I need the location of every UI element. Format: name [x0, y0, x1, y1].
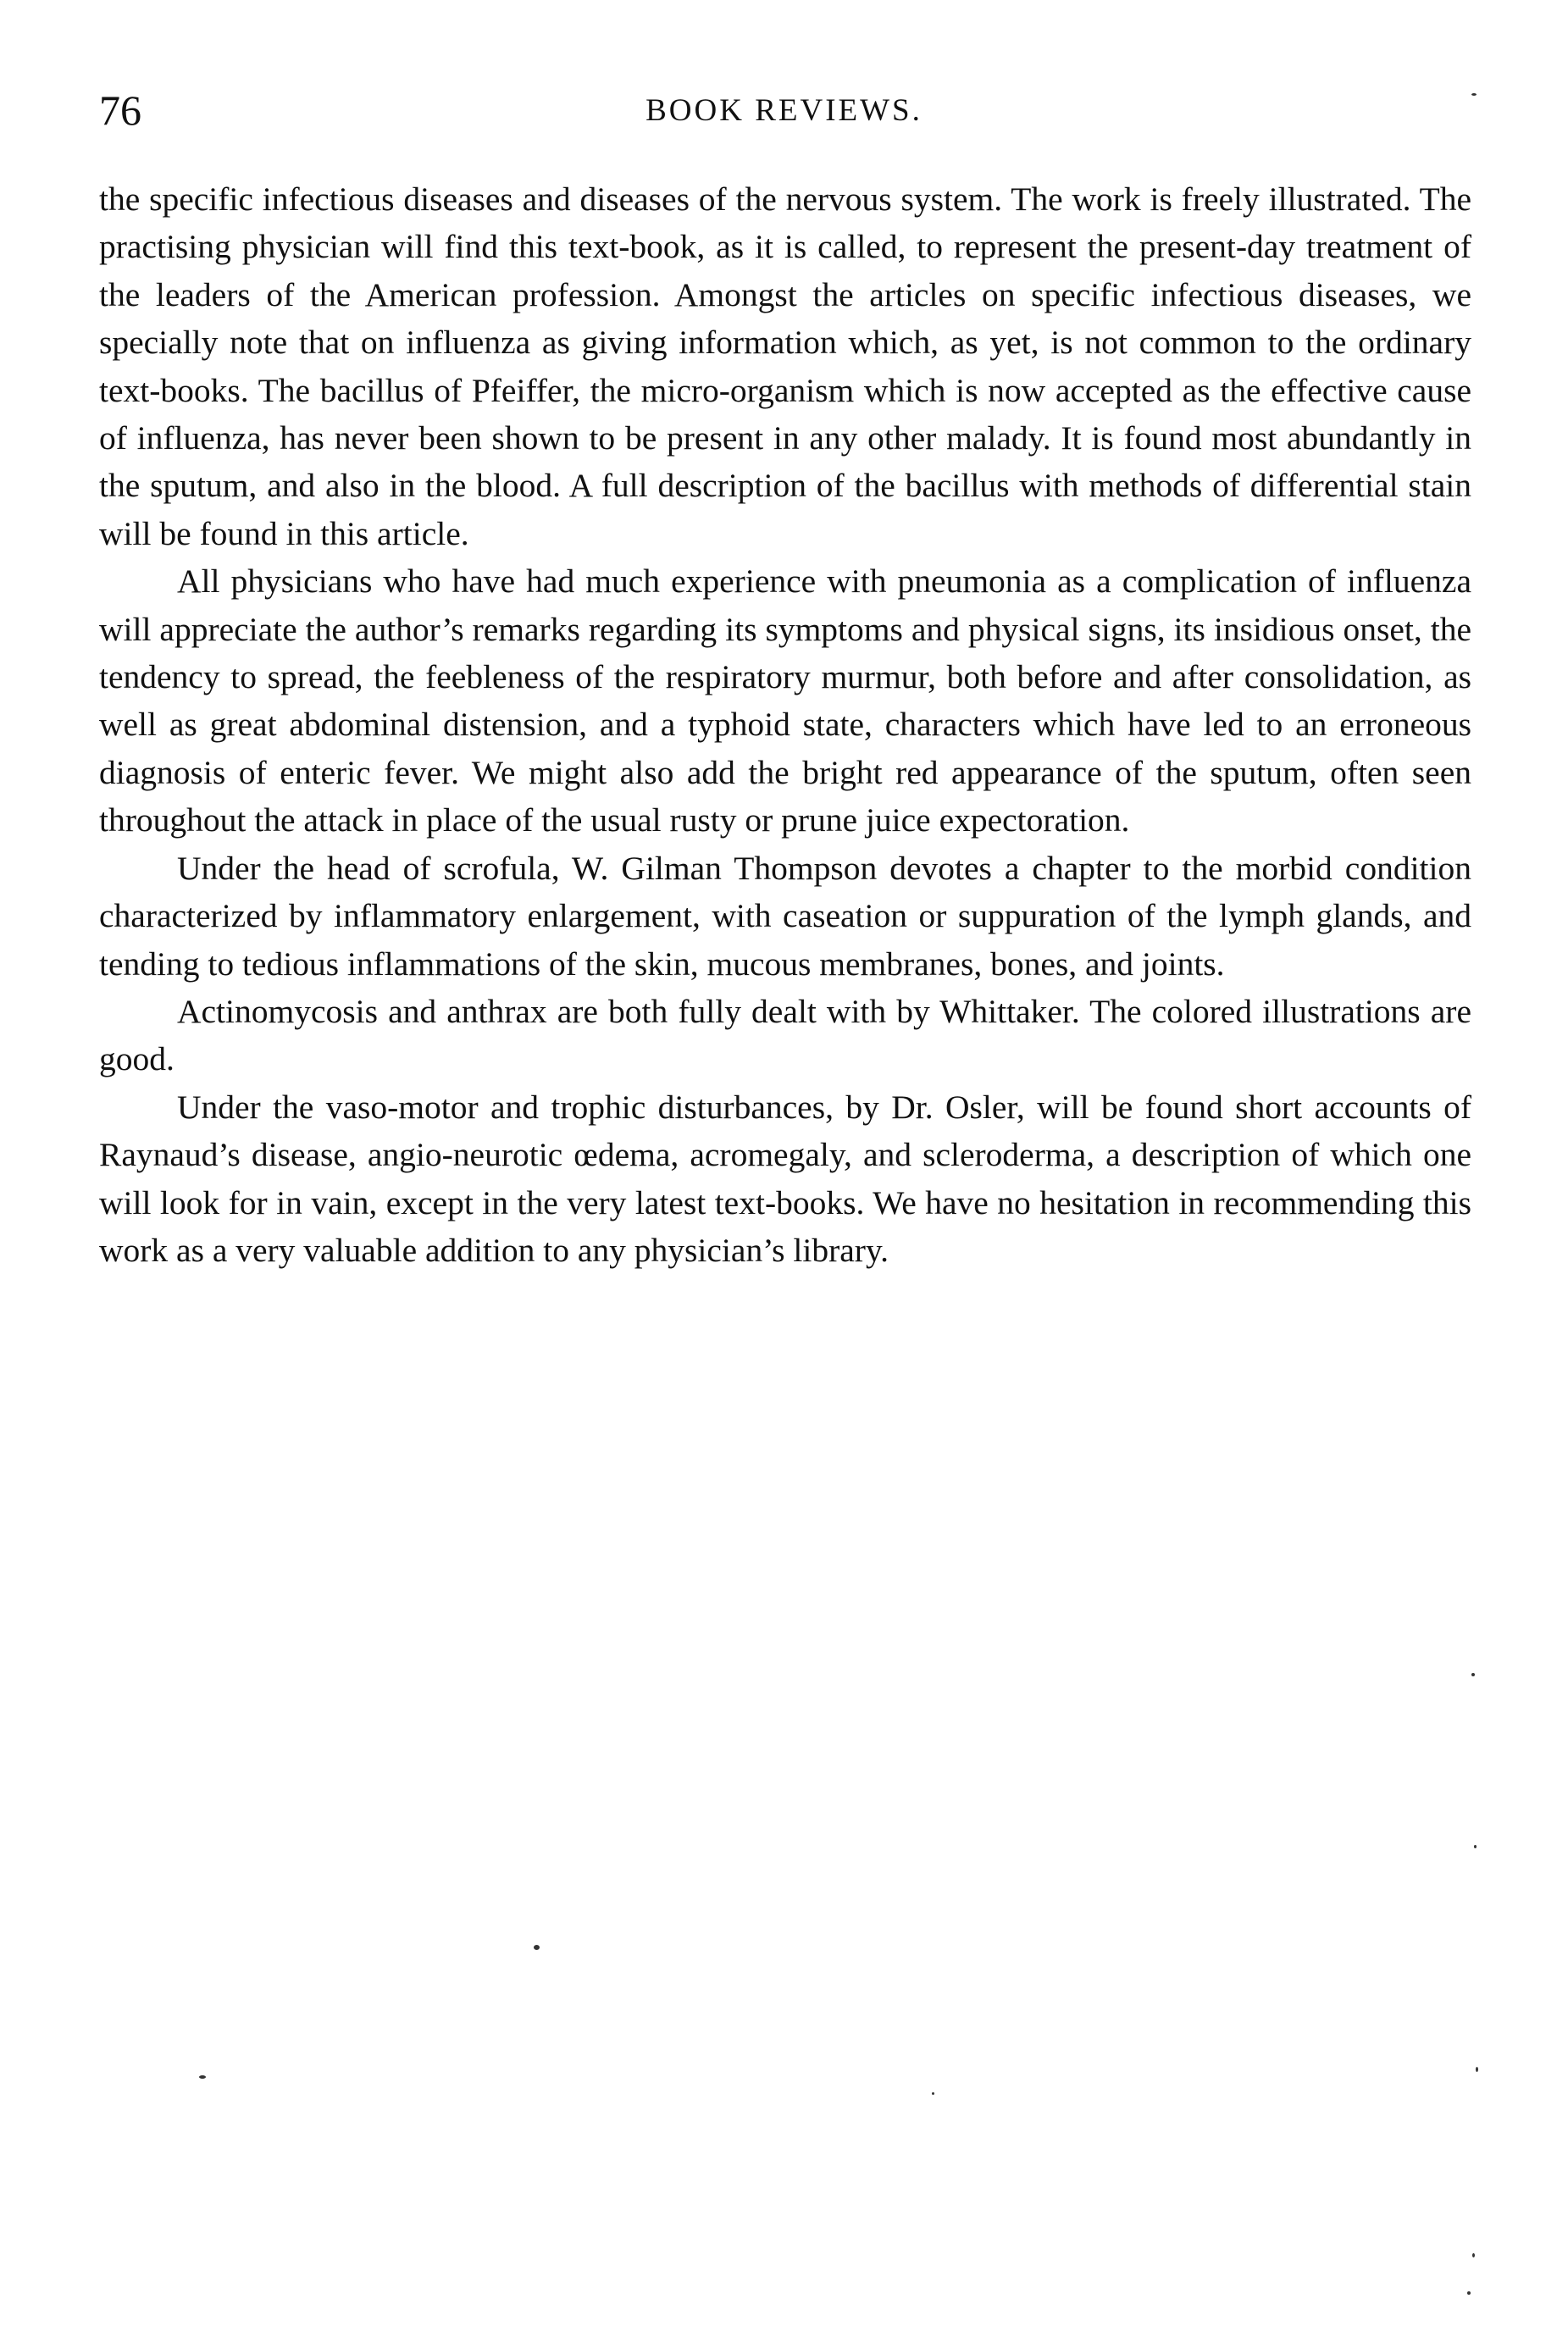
paragraph-continued: the specific infectious diseases and diseases of the nervous system. The work is freely illustrated. The practising physician will find this text-book, as it is called, to represent the present-day treatment of the leaders of the American profession. Amongst the articles on specific infectious diseases, we specially note that on influenza as giving information which, as yet, is not common to the ordinary text-books. The bacillus of Pfeiffer, the micro-organism which is now accepted as the effective cause of influenza, has never been shown to be present in any other malady. It is found most abundantly in the sputum, and also in the blood. A full description of the bacillus with methods of differential stain will be found in this article. [99, 180, 1471, 552]
scan-speck [1471, 93, 1477, 96]
paragraph-actinomycosis: Actinomycosis and anthrax are both fully dealt with by Whittaker. The colored illustrations are good. [99, 992, 1471, 1078]
scan-speck [1467, 2291, 1471, 2295]
review-body [99, 175, 1471, 1274]
page-number: 76 [99, 86, 141, 134]
scan-speck [199, 2075, 206, 2079]
scan-speck [534, 1945, 540, 1950]
paragraph-pneumonia: All physicians who have had much experience with pneumonia as a complication of influenza will appreciate the author’s remarks regarding its symptoms and physical signs, its insidious onset, the tendency to spread, the feebleness of the respiratory murmur, both before and after consolidation, as well as great abdominal distension, and a typhoid state, characters which have led to an erroneous diagnosis of enteric fever. We might also add the bright red appearance of the sputum, often seen throughout the attack in place of the usual rusty or prune juice expectoration. [99, 562, 1471, 839]
running-title: BOOK REVIEWS. [645, 93, 923, 128]
paragraph-vaso-motor: Under the vaso-motor and trophic disturbances, by Dr. Osler, will be found short accounts of Raynaud’s disease, angio-neurotic œdema, acromegaly, and scleroderma, a description of which one will look for in vain, except in the very latest text-books. We have no hesitation in recommending this work as a very valuable addition to any physician’s library. [99, 1088, 1471, 1269]
scan-speck [1471, 1673, 1475, 1676]
scan-speck [932, 2092, 934, 2095]
scan-speck [1472, 2253, 1475, 2257]
paragraph-scrofula: Under the head of scrofula, W. Gilman Thompson devotes a chapter to the morbid condition characterized by inflammatory enlargement, with caseation or suppuration of the lymph glands, and tending to tedious inflammations of the skin, mucous membranes, bones, and joints. [99, 849, 1471, 983]
scan-speck [1476, 2067, 1478, 2072]
running-head [99, 85, 1469, 136]
scan-speck [1474, 1845, 1477, 1848]
